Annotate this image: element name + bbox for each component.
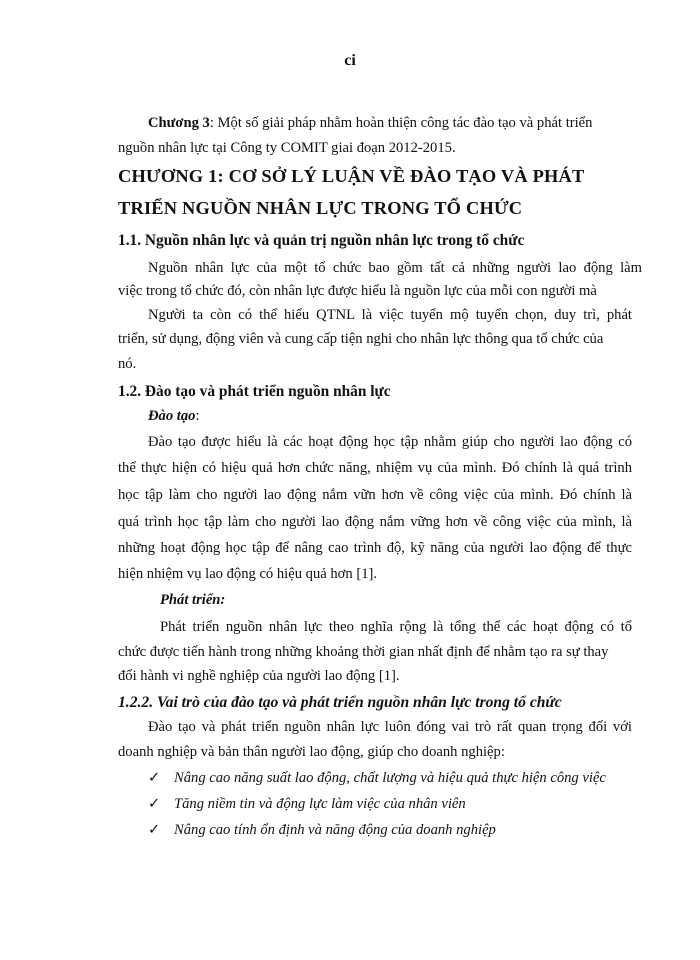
- bullet-item: [148, 823, 496, 838]
- s11-p1-line2: việc trong tổ chức đó, còn nhân lực được hiểu là nguồn lực của mỗi con người mà: [118, 283, 597, 299]
- dt-line2: thể thực hiện có hiệu quả hơn chức năng, nhiệm vụ của mình. Đó chính là quá trình: [118, 460, 632, 476]
- chapter-title-line2: TRIỂN NGUỒN NHÂN LỰC TRONG TỔ CHỨC: [118, 198, 523, 218]
- s122-line2: doanh nghiệp và bản thân người lao động, giúp cho doanh nghiệp:: [118, 744, 505, 760]
- bullet-text: Nâng cao tính ổn định và năng động của doanh nghiệp: [174, 822, 496, 838]
- section-1-2-2-heading: 1.2.2. Vai trò của đào tạo và phát triển nguồn nhân lực trong tổ chức: [118, 694, 562, 711]
- chapter3-label: Chương 3: [148, 115, 210, 131]
- bullet-item: [148, 797, 466, 812]
- dt-line6: hiện nhiệm vụ lao động có hiệu quả hơn [1].: [118, 566, 377, 582]
- dao-tao-subheading: [148, 409, 200, 424]
- bullet-item: [148, 771, 606, 786]
- s11-p2-line3: nó.: [118, 356, 137, 372]
- bullet-text: Nâng cao năng suất lao động, chất lượng và hiệu quả thực hiện công việc: [174, 770, 606, 786]
- dao-tao-colon: :: [195, 408, 200, 424]
- chapter3-intro-line1: [148, 116, 592, 131]
- s11-p2-line1: Người ta còn có thể hiểu QTNL là việc tuyển mộ tuyển chọn, duy trì, phát: [148, 307, 632, 323]
- page-number: ci: [344, 52, 356, 69]
- dt-line4: quá trình học tập làm cho người lao động nắm vững hơn về công việc của mình, là: [118, 514, 632, 530]
- chapter3-text: : Một số giải pháp nhằm hoàn thiện công tác đào tạo và phát triển: [209, 115, 593, 131]
- pt-line1: Phát triển nguồn nhân lực theo nghĩa rộng là tổng thể các hoạt động có tổ: [160, 619, 632, 635]
- check-icon: ✓: [148, 796, 161, 812]
- section-1-2-heading: 1.2. Đào tạo và phát triển nguồn nhân lực: [118, 383, 391, 400]
- phat-trien-subheading: Phát triển:: [160, 592, 226, 608]
- section-1-1-heading: 1.1. Nguồn nhân lực và quản trị nguồn nhân lực trong tổ chức: [118, 232, 525, 249]
- s11-p1-line1: Nguồn nhân lực của một tổ chức bao gồm tất cả những người lao động làm: [148, 260, 642, 276]
- dt-line5: những hoạt động học tập để nâng cao trình độ, kỹ năng của người lao động để thực: [118, 540, 632, 556]
- chapter3-intro-line2: nguồn nhân lực tại Công ty COMIT giai đoạn 2012-2015.: [118, 140, 456, 156]
- check-icon: ✓: [148, 770, 161, 786]
- pt-line2: chức được tiến hành trong những khoảng thời gian nhất định để nhằm tạo ra sự thay: [118, 644, 609, 660]
- s122-line1: Đào tạo và phát triển nguồn nhân lực luôn đóng vai trò rất quan trọng đối với: [148, 719, 632, 735]
- chapter-title-line1: CHƯƠNG 1: CƠ SỞ LÝ LUẬN VỀ ĐÀO TẠO VÀ PHÁT: [118, 166, 585, 186]
- pt-line3: đổi hành vi nghề nghiệp của người lao động [1].: [118, 668, 400, 684]
- dt-line3: học tập làm cho người lao động nắm vữn hơn về công việc của mình. Đó chính là: [118, 487, 632, 503]
- dt-line1: Đào tạo được hiểu là các hoạt động học tập nhằm giúp cho người lao động có: [148, 434, 632, 450]
- check-icon: ✓: [148, 822, 161, 838]
- dao-tao-label: Đào tạo: [148, 408, 196, 424]
- bullet-text: Tăng niềm tin và động lực làm việc của nhân viên: [174, 796, 466, 812]
- s11-p2-line2: triển, sử dụng, động viên và cung cấp tiện nghi cho nhân lực thông qua tổ chức của: [118, 331, 604, 347]
